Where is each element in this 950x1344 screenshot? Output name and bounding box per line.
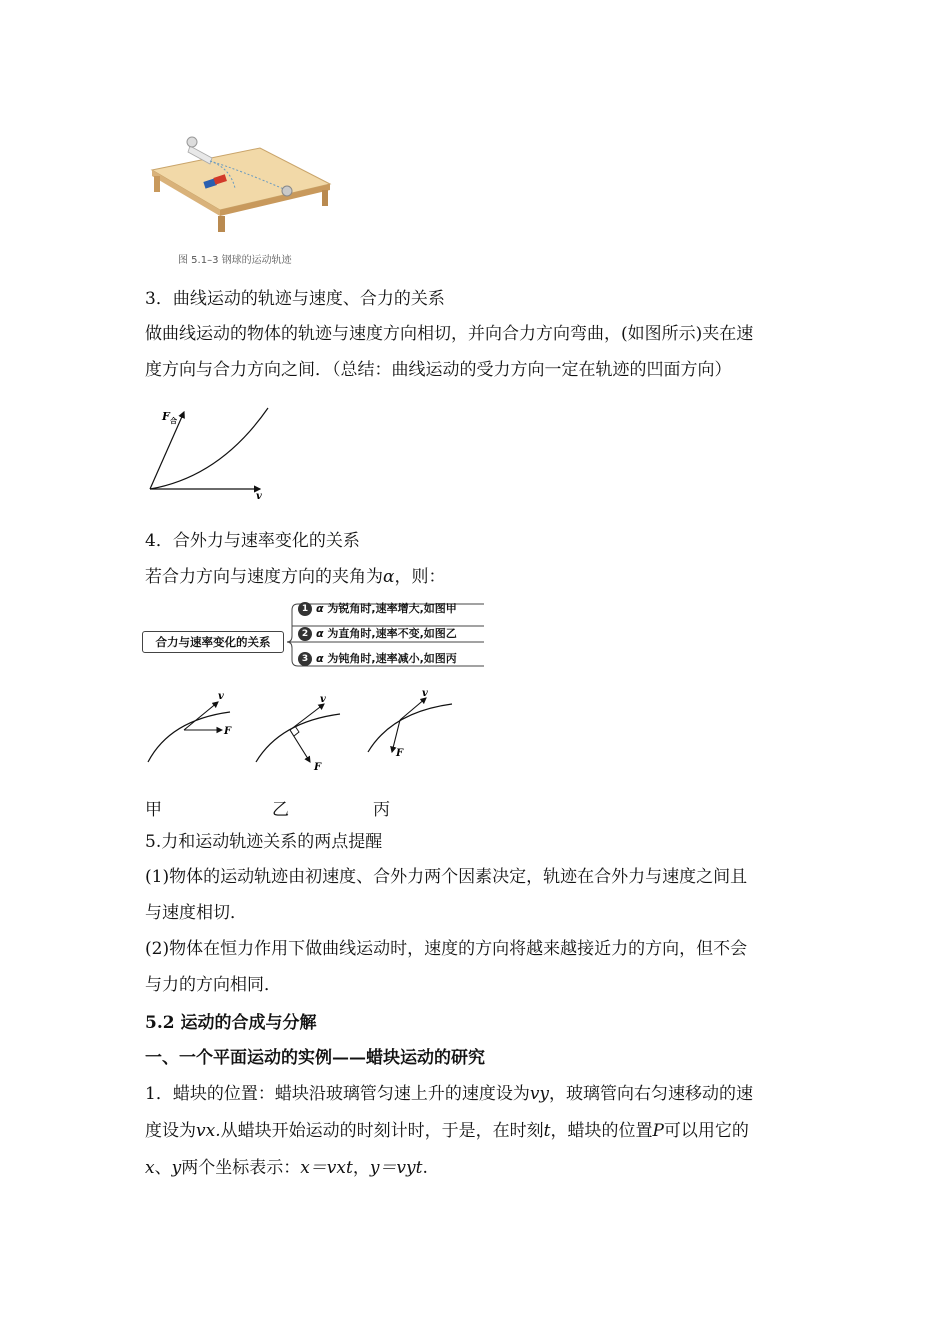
curve-yi [256,694,340,773]
number-badge-1: 1 [298,602,312,616]
number-badge-2: 2 [298,627,312,641]
mindmap [142,596,492,672]
section-4-text-post: ，则： [394,567,446,587]
var-t: t [543,1121,551,1141]
mindmap-item-2 [298,625,457,641]
three-curves-figure [140,690,470,780]
table-illustration [140,128,340,238]
eq1-rhs: ＝vxt [309,1158,353,1178]
section-5-p2-line2: 与力的方向相同． [145,975,281,995]
var-y: y [171,1158,182,1178]
mindmap-item-1-text: 为锐角时,速率增大,如图甲 [327,602,457,615]
text-segment: 从蜡块开始运动的时刻计时，于是，在时刻 [220,1121,544,1141]
var-vx: vx. [196,1121,221,1141]
mindmap-item-3-text: 为钝角时,速率减小,如图丙 [327,652,457,665]
v-label: v [256,491,262,502]
number-badge-3: 3 [298,652,312,666]
curve-bing [368,690,452,759]
bing-v-label: v [422,690,428,699]
text-segment: 、 [154,1158,172,1178]
text-segment: . [422,1158,428,1178]
section-3-text-line2: 度方向与合力方向之间．（总结：曲线运动的受力方向一定在轨迹的凹面方向） [145,360,732,380]
text-segment: 两个坐标表示： [181,1158,301,1178]
var-vy: vy [529,1084,550,1104]
bing-f-label: F [396,748,404,759]
mindmap-root [142,631,284,653]
text-segment: 1．蜡块的位置：蜡块沿玻璃管匀速上升的速度设为 [145,1084,530,1104]
caption-bing: 丙 [373,800,390,820]
eq1-lhs: x [300,1158,310,1178]
section-5-heading: 5.力和运动轨迹关系的两点提醒 [145,832,383,852]
section-3-heading: 3．曲线运动的轨迹与速度、合力的关系 [145,289,445,309]
f-label: F [162,410,170,423]
var-p: P [652,1121,664,1141]
table-figure [140,128,340,238]
caption-yi: 乙 [272,800,289,820]
section-3-text-line1: 做曲线运动的物体的轨迹与速度方向相切，并向合力方向弯曲，(如图所示)夹在速 [145,324,754,344]
section-52-p1-line2 [145,1120,749,1142]
text-segment: ，蜡块的位置 [550,1121,653,1141]
mindmap-item-2-alpha: α [316,627,324,640]
mindmap-item-2-text: 为直角时,速率不变,如图乙 [327,627,457,640]
mindmap-item-1-alpha: α [316,602,324,615]
section-5-p2-line1: (2)物体在恒力作用下做曲线运动时，速度的方向将越来越接近力的方向，但不会 [145,939,748,959]
section-4-text-pre: 若合力方向与速度方向的夹角为 [145,567,383,587]
yi-f-label: F [314,762,322,773]
section-52-subheading: 一、一个平面运动的实例——蜡块运动的研究 [145,1048,485,1068]
caption-jia: 甲 [145,800,162,820]
mindmap-item-1 [298,600,457,616]
mindmap-item-3 [298,650,457,666]
jia-f-label: F [224,726,232,737]
text-segment: 度设为 [145,1121,196,1141]
three-curves-svg [140,690,470,780]
text-segment: ， [352,1158,370,1178]
var-x: x [145,1158,155,1178]
section-52-p1-line3 [145,1157,428,1179]
eq2-rhs: ＝vyt [379,1158,423,1178]
yi-v-label: v [320,694,326,705]
section-5-p1-line1: (1)物体的运动轨迹由初速度、合外力两个因素决定，轨迹在合外力与速度之间且 [145,867,748,887]
section-52-p1-line1 [145,1083,753,1105]
force-velocity-svg [140,402,280,502]
f-subscript: 合 [170,416,177,425]
force-velocity-diagram [140,402,280,502]
alpha-symbol: α [383,567,395,587]
figure-caption: 图 5.1–3 钢球的运动轨迹 [178,255,292,266]
section-5-p1-line2: 与速度相切． [145,903,247,923]
eq2-lhs: y [369,1158,380,1178]
section-4-heading: 4．合外力与速率变化的关系 [145,531,360,551]
mindmap-item-3-alpha: α [316,652,324,665]
curve-jia [148,691,232,762]
text-segment: 可以用它的 [663,1121,749,1141]
section-52-heading: 5.2 运动的合成与分解 [145,1013,317,1033]
mindmap-root-label: 合力与速率变化的关系 [155,635,271,649]
jia-v-label: v [218,691,224,702]
text-segment: ，玻璃管向右匀速移动的速 [549,1084,754,1104]
section-4-text [145,566,445,588]
